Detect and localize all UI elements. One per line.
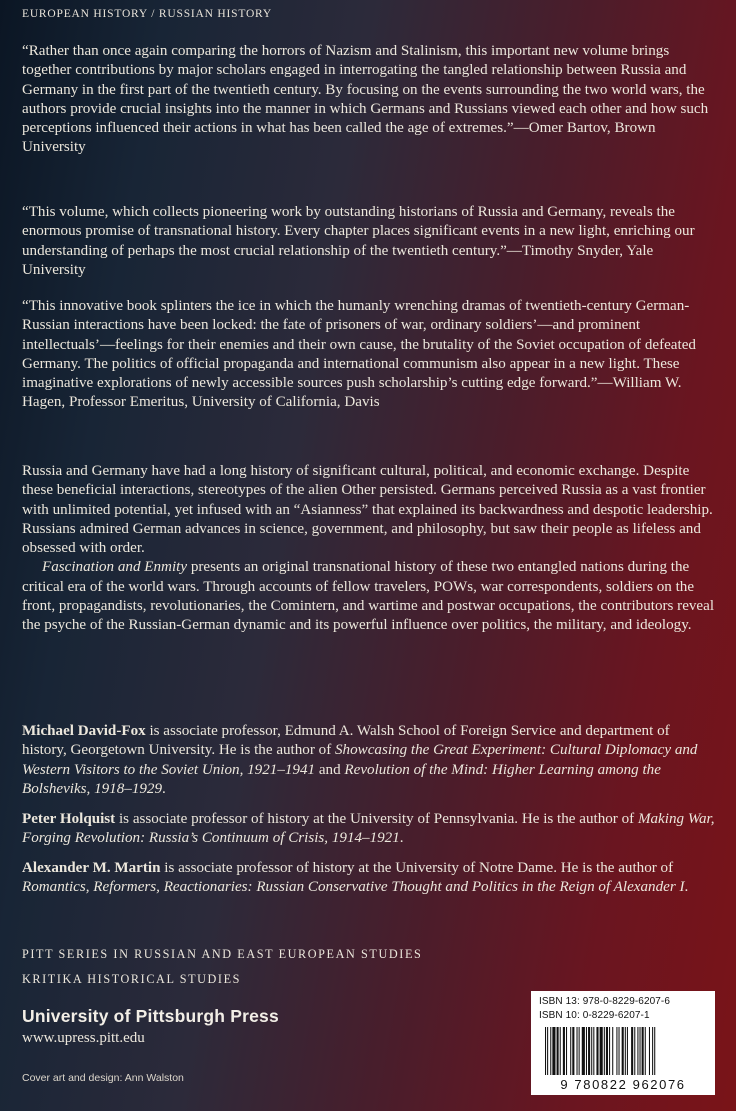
author-name: Michael David-Fox — [22, 723, 146, 739]
publisher-url: www.upress.pitt.edu — [22, 1030, 145, 1046]
bio-text: and — [315, 761, 345, 778]
barcode-bar — [566, 1027, 567, 1075]
barcode-bar — [631, 1027, 633, 1075]
bio-david-fox — [22, 722, 716, 799]
bio-text: . — [684, 879, 689, 896]
barcode-bars — [543, 1027, 703, 1077]
barcode-bar — [552, 1027, 555, 1075]
barcode-bar — [550, 1027, 551, 1075]
isbn-10: ISBN 10: 0-8229-6207-1 — [539, 1010, 650, 1021]
barcode-bar — [579, 1027, 580, 1075]
barcode-bar — [600, 1027, 603, 1075]
barcode-bar — [642, 1027, 644, 1075]
book-title: Showcasing the Great Experiment: Cultural Diplomacy and Western Visitors to the Soviet Union, 1921–1941 — [22, 742, 698, 778]
barcode-bar — [654, 1027, 655, 1075]
barcode-bar — [616, 1027, 617, 1075]
barcode-bar — [545, 1027, 546, 1075]
isbn-barcode — [531, 991, 715, 1095]
barcode-bar — [625, 1027, 626, 1075]
category-label: EUROPEAN HISTORY / RUSSIAN HISTORY — [22, 8, 272, 20]
isbn-13: ISBN 13: 978-0-8229-6207-6 — [539, 996, 671, 1007]
bio-text: is associate professor, Edmund A. Walsh School of Foreign Service and department of history, Georgetown University. He is the author of — [22, 723, 670, 759]
barcode-bar — [619, 1027, 620, 1075]
barcode-bar — [604, 1027, 605, 1075]
book-title: Fascination and Enmity — [42, 559, 188, 576]
bio-text: . — [399, 830, 404, 847]
barcode-bar — [570, 1027, 571, 1075]
barcode-bar — [645, 1027, 646, 1075]
barcode-bar — [560, 1027, 561, 1075]
series-label: KRITIKA HISTORICAL STUDIES — [22, 972, 241, 986]
blurb-bartov: “Rather than once again comparing the horrors of Nazism and Stalinism, this important new volume brings together contributions by major scholars engaged in interrogating the tangled relationship between Russia and Germany in the first part of the twentieth century. By focusing on the events surrounding the two world wars, the authors provide crucial insights into the manner in which Germans and Russians viewed each other and how such perceptions influenced their actions in what has been called the age of extremes.”—Omer Bartov, Brown University — [22, 43, 709, 156]
cover-credit: Cover art and design: Ann Walston — [22, 1072, 184, 1084]
barcode-digits: 9 780822 962076 — [560, 1077, 686, 1092]
barcode-bar — [572, 1027, 574, 1075]
barcode-bar — [606, 1027, 608, 1075]
barcode-bar — [596, 1027, 598, 1075]
barcode-bar — [627, 1027, 628, 1075]
barcode-bar — [609, 1027, 610, 1075]
barcode-bar — [547, 1027, 548, 1075]
barcode-bar — [563, 1027, 565, 1075]
author-name: Peter Holquist — [22, 811, 116, 827]
book-title: Making War, Forging Revolution: Russia’s Continuum of Crisis, 1914–1921 — [22, 811, 715, 847]
barcode-bar — [588, 1027, 590, 1075]
book-description — [22, 462, 716, 636]
description-paragraph — [22, 558, 716, 635]
book-title: Revolution of the Mind: Higher Learning among the Bolsheviks, 1918–1929 — [22, 761, 661, 797]
barcode-bar — [649, 1027, 650, 1075]
barcode-bar — [591, 1027, 592, 1075]
blurb-hagen: “This innovative book splinters the ice in which the humanly wrenching dramas of twentieth-century German-Russian interactions have been locked: the fate of prisoners of war, ordinary soldiers’—and prominent intellectuals’—feelings for their enemies and their own cause, the brutality of the Soviet occupation of defeated Germany. The politics of official propaganda and international communism also appear in a new light. These imaginative explorations of newly accessible sources push scholarship’s cutting edge forward.”—William W. Hagen, Professor Emeritus, University of California, Davis — [22, 298, 696, 411]
bio-text: is associate professor of history at the University of Pennsylvania. He is the author of — [115, 811, 638, 827]
barcode-bar — [582, 1027, 585, 1075]
barcode-bar — [622, 1027, 624, 1075]
barcode-bar — [640, 1027, 641, 1075]
barcode-bar — [612, 1027, 613, 1075]
barcode-bar — [557, 1027, 559, 1075]
barcode-bar — [593, 1027, 594, 1075]
barcode-bar — [637, 1027, 638, 1075]
author-name: Alexander M. Martin — [22, 860, 161, 876]
bio-text: . — [162, 780, 166, 797]
barcode-bar — [586, 1027, 587, 1075]
description-text: presents an original transnational history of these two entangled nations during the critical era of the world wars. Through accounts of fellow travelers, POWs, war correspondents, soldiers on the front, propagandists, revolutionaries, the Comintern, and wartime and postwar occupations, the contributors reveal the psyche of the Russian-German dynamic and its powerful influence over politics, the military, and ideology. — [22, 559, 715, 634]
bio-martin — [22, 859, 716, 898]
description-paragraph: Russia and Germany have had a long history of significant cultural, political, and economic exchange. Despite these beneficial interactions, stereotypes of the alien Other persisted. Germans perceived Russia as a vast frontier with unlimited potential, yet infused with an “Asianness” that explained its backwardness and despotic leadership. Russians admired German advances in science, government, and philosophy, but saw their people as lifeless and obsessed with order. — [22, 463, 713, 557]
bio-holquist — [22, 810, 716, 849]
barcode-bar — [652, 1027, 653, 1075]
bio-text: is associate professor of history at the University of Notre Dame. He is the author of — [160, 860, 674, 876]
book-title: Romantics, Reformers, Reactionaries: Russian Conservative Thought and Politics in the Reign of Alexander I — [22, 879, 685, 896]
barcode-bar — [577, 1027, 578, 1075]
barcode-bar — [634, 1027, 635, 1075]
blurb-snyder: “This volume, which collects pioneering work by outstanding historians of Russia and Germany, reveals the enormous promise of transnational history. Every chapter places significant events in a new light, enriching our understanding of perhaps the most crucial relationship of the twentieth century.”—Timothy Snyder, Yale University — [22, 204, 695, 278]
series-label: PITT SERIES IN RUSSIAN AND EAST EUROPEAN STUDIES — [22, 947, 423, 961]
publisher-name: University of Pittsburgh Press — [22, 1006, 279, 1026]
